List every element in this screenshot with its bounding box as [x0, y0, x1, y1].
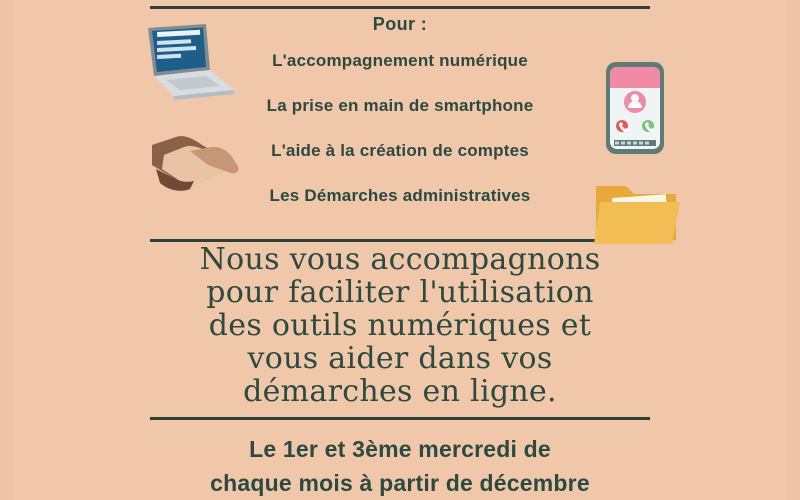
service-item-3: L'aide à la création de comptes: [271, 141, 529, 160]
statement-line-5: démarches en ligne.: [243, 374, 557, 409]
service-item-4: Les Démarches administratives: [269, 186, 531, 205]
statement-line-2: pour faciliter l'utilisation: [206, 275, 594, 310]
service-item-2: La prise en main de smartphone: [266, 96, 534, 115]
statement-line-3: des outils numériques et: [208, 308, 592, 343]
service-item-1: L'accompagnement numérique: [272, 51, 528, 70]
schedule-line-2: chaque mois à partir de décembre: [210, 470, 590, 496]
statement-block: [150, 243, 650, 408]
pour-label: Pour :: [372, 14, 428, 34]
services-block: [150, 14, 650, 206]
divider-bottom: [150, 417, 650, 420]
schedule-line-1: Le 1er et 3ème mercredi de: [249, 436, 551, 462]
statement-line-4: vous aider dans vos: [247, 341, 553, 376]
right-edge-band: [786, 0, 800, 500]
schedule-block: [150, 432, 650, 500]
divider-top: [150, 6, 650, 9]
statement-line-1: Nous vous accompagnons: [199, 242, 601, 277]
left-edge-band: [0, 0, 14, 500]
